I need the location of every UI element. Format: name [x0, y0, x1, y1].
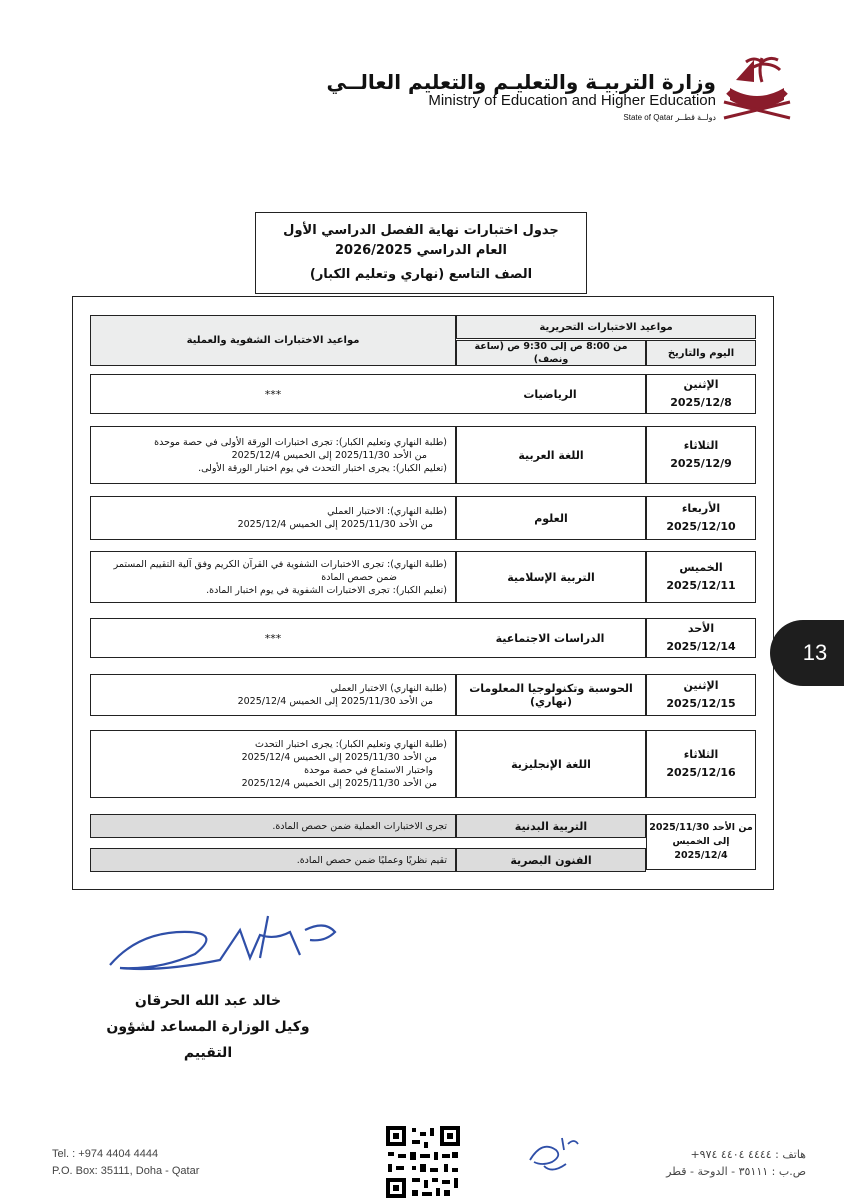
row-date: 2025/12/9 — [670, 457, 732, 470]
day-date-header: اليوم والتاريخ — [646, 340, 756, 366]
row-note-line: من الأحد 2025/11/30 إلى الخميس 2025/12/4 — [237, 696, 433, 707]
row-note-line: من الأحد 2025/11/30 إلى الخميس 2025/12/4 — [241, 778, 437, 789]
signer-block — [90, 988, 326, 1066]
pe-subject: التربية البدنية — [456, 814, 646, 838]
row-note-line: (طلبة النهاري وتعليم الكبار): يجرى اختبار التحدث — [254, 739, 447, 750]
row-note-line: من الأحد 2025/11/30 إلى الخميس 2025/12/4 — [237, 519, 433, 530]
row-note-line: (تعليم الكبار): تجرى الاختبارات الشفوية في يوم اختبار المادة. — [206, 584, 447, 596]
ministry-name-arabic: وزارة التربيـة والتعليـم والتعليم العالــي — [326, 70, 716, 94]
row-note: *** — [264, 631, 282, 645]
row-subject: اللغة العربية — [456, 426, 646, 484]
row-day: الإثنين — [683, 679, 719, 692]
row-notes — [90, 426, 456, 484]
table-row-date — [646, 551, 756, 603]
qatar-emblem-icon — [718, 52, 796, 124]
title-line-2: العام الدراسي 2026/2025 — [335, 243, 507, 258]
row-date: 2025/12/11 — [666, 579, 736, 592]
row-subject: الحوسبة وتكنولوجيا المعلومات (نهاري) — [456, 674, 646, 716]
row-note-line: (طلبة النهاري وتعليم الكبار): تجرى اختبارات الورقة الأولى في حصة موحدة — [154, 436, 447, 448]
footer-contact-english — [52, 1146, 199, 1180]
table-row — [90, 618, 646, 658]
initials-icon — [522, 1130, 582, 1176]
written-exams-header: مواعيد الاختبارات التحريرية — [456, 315, 756, 339]
row-note: *** — [264, 387, 282, 401]
row-note-line: واختبار الاستماع في حصة موحدة — [304, 765, 433, 776]
row-note-line: ضمن حصص المادة — [321, 571, 397, 583]
row-note-line: من الأحد 2025/11/30 إلى الخميس 2025/12/4 — [231, 449, 427, 461]
footer-pobox-arabic: ص.ب : ٣٥١١١ - الدوحة - قطر — [666, 1165, 806, 1178]
oral-practical-header: مواعيد الاختبارات الشفوية والعملية — [90, 315, 456, 366]
row-day: الثلاثاء — [683, 439, 719, 452]
row-note-line: (طلبة النهاري): الاختبار العملي — [327, 506, 447, 517]
row-day: الأحد — [687, 622, 715, 635]
row-note-line: (طلبة النهاري) الاختبار العملي — [330, 683, 447, 694]
row-note-line: (تعليم الكبار): يجرى اختبار التحدث في يوم اختبار الورقة الأولى. — [198, 462, 447, 474]
state-arabic: دولــة قطــر — [675, 113, 716, 122]
row-subject: الرياضيات — [523, 387, 577, 401]
table-row-date — [646, 496, 756, 540]
footer-tel-arabic: هاتف : ٤٤٤٤ ٤٤٠٤ ٩٧٤+ — [690, 1148, 806, 1161]
table-row-date — [646, 618, 756, 658]
row-notes — [90, 730, 456, 798]
footer-pobox: P.O. Box: 35111, Doha - Qatar — [52, 1165, 200, 1177]
row-subject: العلوم — [456, 496, 646, 540]
title-line-3: الصف التاسع (نهاري وتعليم الكبار) — [309, 267, 533, 282]
art-subject: الفنون البصرية — [456, 848, 646, 872]
range-line-1: من الأحد 2025/11/30 — [649, 822, 753, 833]
range-line-2: إلى الخميس 2025/12/4 — [672, 836, 730, 861]
signature-icon — [100, 910, 340, 980]
footer-contact-arabic — [666, 1146, 806, 1180]
row-date: 2025/12/10 — [666, 520, 736, 533]
footer-tel: Tel. : +974 4404 4444 — [52, 1148, 159, 1160]
row-day: الثلاثاء — [683, 748, 719, 761]
row-note-line: (طلبة النهاري): تجرى الاختبارات الشفوية في القرآن الكريم وفق آلية التقييم المستمر — [113, 558, 447, 570]
row-notes — [90, 496, 456, 540]
row-date: 2025/12/14 — [666, 640, 736, 653]
shared-date-range — [646, 814, 756, 870]
document-title-box — [255, 212, 587, 294]
table-row-date — [646, 674, 756, 716]
title-line-1: جدول اختبارات نهاية الفصل الدراسي الأول — [283, 223, 559, 238]
table-row — [90, 374, 646, 414]
row-date: 2025/12/16 — [666, 766, 736, 779]
signer-role: وكيل الوزارة المساعد لشؤون التقييم — [106, 1019, 310, 1061]
row-subject: اللغة الإنجليزية — [456, 730, 646, 798]
row-notes — [90, 674, 456, 716]
time-header: من 8:00 ص إلى 9:30 ص (ساعة ونصف) — [456, 340, 646, 366]
table-row-date — [646, 426, 756, 484]
row-day: الإثنين — [683, 378, 719, 391]
table-row-date — [646, 730, 756, 798]
table-row-date — [646, 374, 756, 414]
state-english: State of Qatar — [623, 113, 674, 122]
row-notes — [90, 551, 456, 603]
ministry-name-english: Ministry of Education and Higher Education — [428, 92, 716, 109]
row-day: الخميس — [679, 561, 723, 574]
row-subject: الدراسات الاجتماعية — [495, 631, 605, 645]
row-note-line: من الأحد 2025/11/30 إلى الخميس 2025/12/4 — [241, 752, 437, 763]
state-line — [623, 113, 716, 122]
row-subject: التربية الإسلامية — [456, 551, 646, 603]
qr-code-icon — [384, 1124, 462, 1200]
art-note: تقيم نظريًا وعمليًا ضمن حصص المادة. — [90, 848, 456, 872]
row-date: 2025/12/15 — [666, 697, 736, 710]
row-day: الأربعاء — [681, 502, 721, 515]
page-number-badge: 13 — [770, 620, 844, 686]
signer-name: خالد عبد الله الحرقان — [134, 993, 282, 1009]
row-date: 2025/12/8 — [670, 396, 732, 409]
pe-note: تجرى الاختبارات العملية ضمن حصص المادة. — [90, 814, 456, 838]
